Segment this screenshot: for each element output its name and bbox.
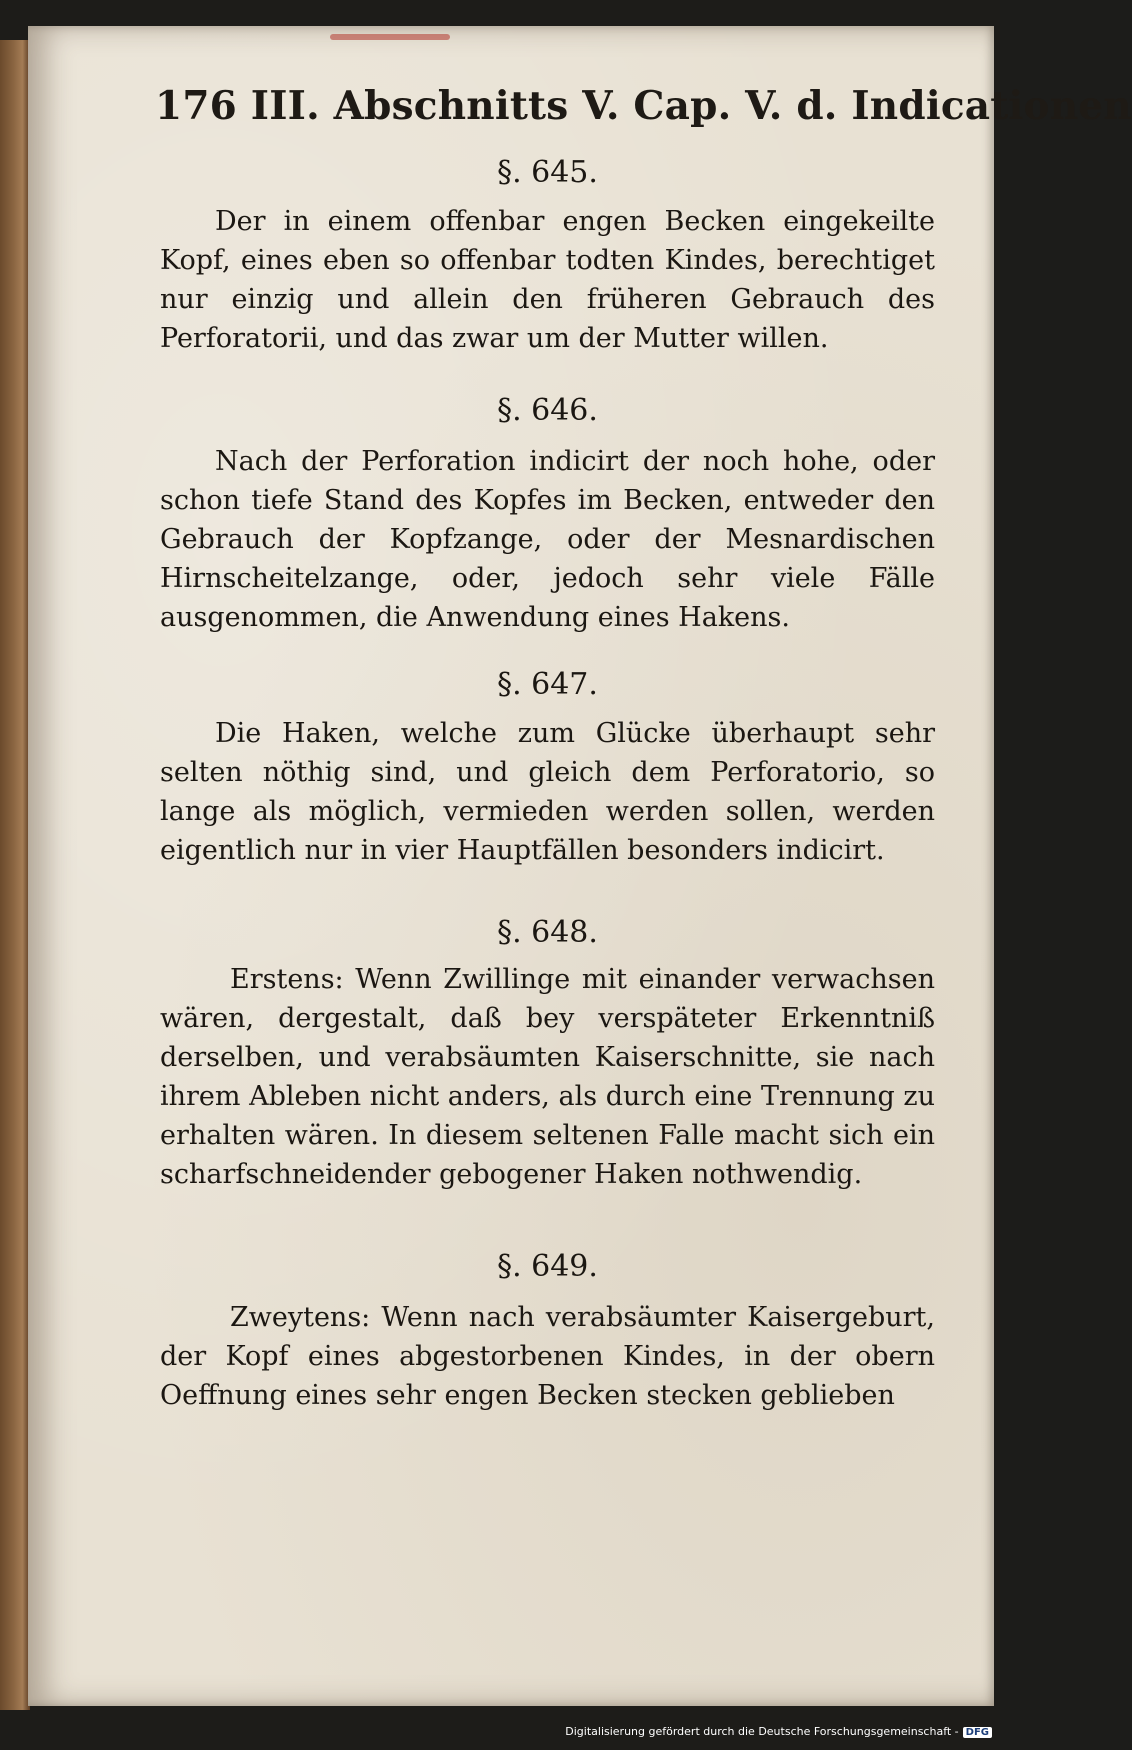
section-paragraph: Der in einem offenbar engen Becken eingekeilte Kopf, eines eben so offenbar todten Kindes, berechtiget nur einzig und allein den früheren Gebrauch des Perforatorii, und das zwar um der Mutter willen. bbox=[160, 206, 935, 354]
digitization-credit bbox=[565, 1725, 992, 1738]
section-paragraph: Die Haken, welche zum Glücke überhaupt sehr selten nöthig sind, und gleich dem Perforatorio, so lange als möglich, vermieden werden sollen, werden eigentlich nur in vier Hauptfällen besonders indicirt. bbox=[160, 718, 935, 866]
section-heading: §. 646. bbox=[497, 393, 598, 428]
credit-text: Digitalisierung gefördert durch die Deutsche Forschungsgemeinschaft - bbox=[565, 1725, 959, 1738]
section-heading: §. 645. bbox=[497, 155, 598, 190]
section-paragraph: Erstens: Wenn Zwillinge mit einander verwachsen wären, dergestalt, daß bey verspäteter Erkenntniß derselben, und verabsäumten Kaiserschnitte, sie nach ihrem Ableben nicht anders, als durch eine Trennung zu erhalten wären. In diesem seltenen Falle macht sich ein scharfschneidender gebogener Haken nothwendig. bbox=[160, 964, 935, 1190]
section-paragraph: Nach der Perforation indicirt der noch hohe, oder schon tiefe Stand des Kopfes im Becken, entweder den Gebrauch der Kopfzange, oder der Mesnardischen Hirnscheitelzange, oder, jedoch sehr viele Fälle ausgenommen, die Anwendung eines Hakens. bbox=[160, 446, 935, 633]
section-heading: §. 648. bbox=[497, 915, 598, 950]
page-mark bbox=[330, 34, 450, 40]
section-heading: §. 647. bbox=[497, 667, 598, 702]
book-edge bbox=[0, 40, 30, 1710]
section-heading: §. 649. bbox=[497, 1249, 598, 1284]
dfg-logo: DFG bbox=[963, 1727, 992, 1738]
section-paragraph: Zweytens: Wenn nach verabsäumter Kaisergeburt, der Kopf eines abgestorbenen Kindes, in der obern Oeffnung eines sehr engen Becken stecken geblieben bbox=[160, 1302, 935, 1411]
page-header: 176 III. Abschnitts V. Cap. V. d. Indicationen bbox=[155, 83, 1132, 129]
page-content bbox=[160, 155, 935, 1415]
